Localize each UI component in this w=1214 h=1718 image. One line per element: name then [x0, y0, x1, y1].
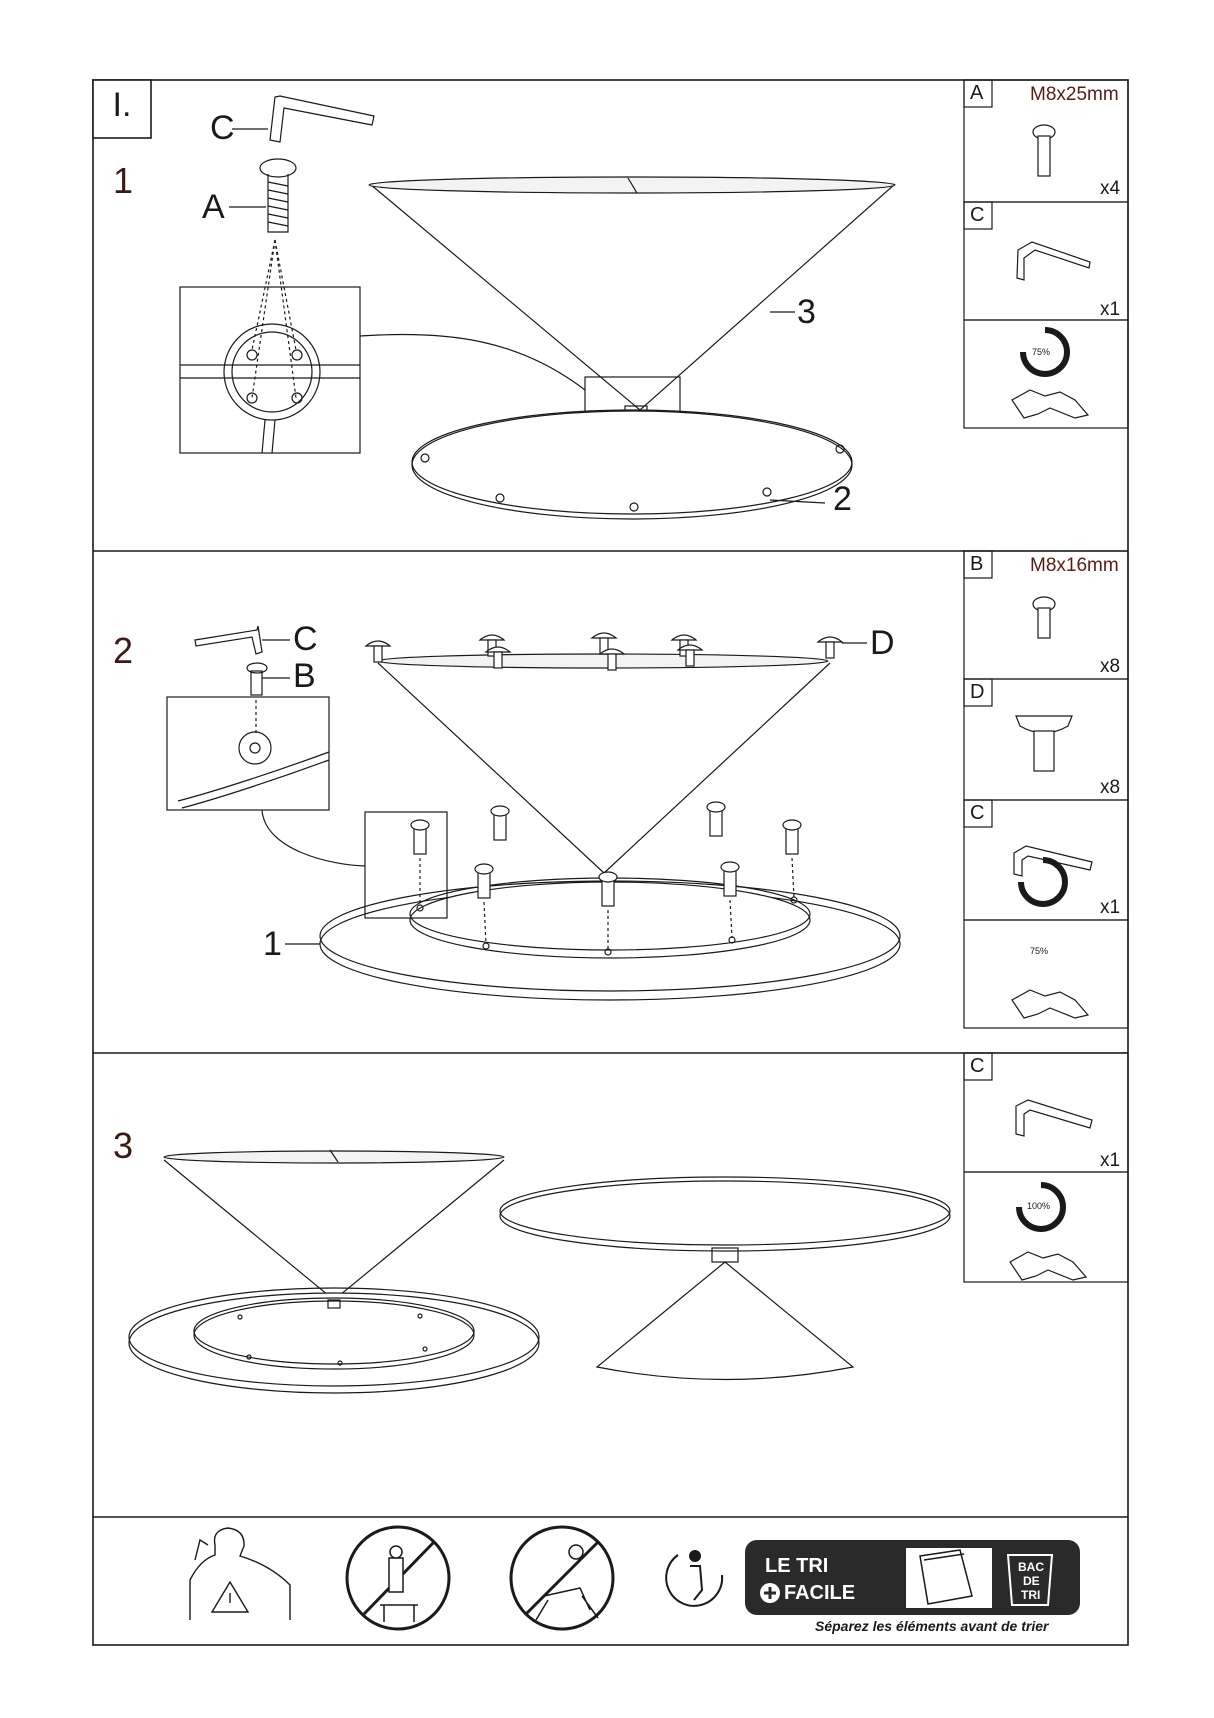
part-b-letter: B	[970, 553, 984, 575]
step-1-callout-a: A	[202, 188, 225, 226]
step-2-callout-b: B	[293, 657, 316, 695]
recycling-tagline: Séparez les éléments avant de trier	[815, 1618, 1049, 1634]
part-a-letter: A	[970, 82, 984, 104]
two-person-warning-icon	[190, 1528, 290, 1620]
part-a-spec: M8x25mm	[1030, 84, 1119, 105]
part-c3-letter: C	[970, 1055, 985, 1077]
part-d-letter: D	[970, 681, 985, 703]
part-b-qty: x8	[1100, 656, 1121, 677]
bin-line-2: DE	[1023, 1574, 1040, 1588]
part-b-spec: M8x16mm	[1030, 555, 1119, 576]
step-1-callout-part-3: 3	[797, 293, 816, 331]
part-a-qty: x4	[1100, 178, 1121, 199]
part-c3-qty: x1	[1100, 1150, 1121, 1171]
part-c1-letter: C	[970, 204, 985, 226]
bin-line-1: BAC	[1018, 1560, 1044, 1574]
part-d-qty: x8	[1100, 777, 1121, 798]
step-1-number: 1	[113, 160, 134, 201]
step-2-number: 2	[113, 630, 134, 671]
tighten-s2-percent: 75%	[1030, 946, 1049, 956]
section-label: I.	[112, 86, 132, 124]
recycling-line-2: FACILE	[784, 1582, 856, 1604]
recycling-line-1: LE TRI	[765, 1555, 829, 1577]
tighten-s1-percent: 75%	[1032, 347, 1051, 357]
step-2-callout-part-1: 1	[263, 925, 282, 963]
recycle-triman-icon	[666, 1551, 722, 1606]
part-c2-letter: C	[970, 802, 985, 824]
part-c2-qty: x1	[1100, 897, 1121, 918]
step-2-callout-d: D	[870, 624, 895, 662]
part-c1-qty: x1	[1100, 299, 1121, 320]
step-1-callout-c: C	[210, 109, 235, 147]
step-3-number: 3	[113, 1125, 134, 1166]
step-2-callout-c: C	[293, 620, 318, 658]
tighten-s3-percent: 100%	[1027, 1201, 1051, 1211]
bin-line-3: TRI	[1021, 1588, 1041, 1602]
step-1-callout-part-2: 2	[833, 480, 852, 518]
no-leaning-on-chair-icon	[511, 1527, 613, 1629]
